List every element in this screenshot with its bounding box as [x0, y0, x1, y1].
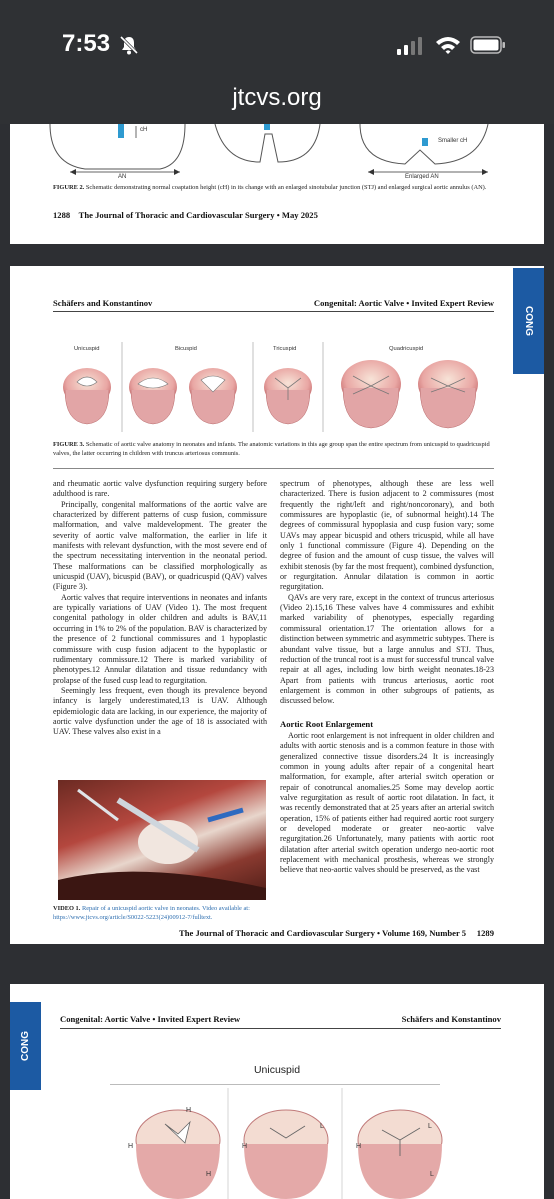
paragraph: QAVs are very rare, except in the context of truncus arteriosus (Video 2).15,16 These valves have 4 commissures and exhibit marked variability of phenotypes, especially regarding commissural orientation.17 The orientation allows for a distinction between symmetric and asymmetric subtypes. There is abundant valve tissue, but a large annulus and STJ. Thus, reduction of the truncal root is a must for successful truncal valve repair at all ages, including low birth weight neonates.18-23 Apart from patients with truncus arteriosus, aortic root enlargement is common in other subgroups of patients, as discussed below. — [280, 592, 494, 706]
video-1-thumbnail[interactable] — [58, 780, 266, 900]
figure-3-caption — [53, 440, 494, 458]
battery-icon — [470, 36, 506, 54]
section-side-tab: CONG — [513, 268, 544, 374]
figure-3-caption-label: FIGURE 3. — [53, 441, 85, 448]
figure-2-illustration — [10, 124, 544, 179]
paragraph: Seemingly less frequent, even though its prevalence beyond infancy is largely underestimated,13 is UAV. Although epidemiologic data are lacking, in our experience, the majority of aortic valve dysfunction under the age of 18 is associated with UAV. These valves also exist in a — [53, 685, 267, 737]
label-quadricuspid: Quadricuspid — [389, 346, 424, 352]
running-header-authors: Schäfers and Konstantinov — [401, 1014, 501, 1024]
running-header-section: Congenital: Aortic Valve • Invited Expert Review — [313, 298, 494, 308]
label-tricuspid: Tricuspid — [273, 346, 297, 352]
video-1-caption-label: VIDEO 1. — [53, 905, 81, 912]
tricuspid-valve — [264, 368, 312, 424]
bell-slash-icon — [118, 34, 140, 56]
valve-label: L — [428, 1123, 432, 1130]
figure-3-caption-text: Schematic of aortic valve anatomy in neonates and infants. The anatomic variations in this age group span the entire spectrum from unicuspid to quadricuspid valves, the latter occurring in children with truncus arteriosus communis. — [53, 441, 490, 457]
left-column-text — [53, 479, 267, 738]
header-rule — [60, 1028, 501, 1029]
paragraph: and rheumatic aortic valve dysfunction requiring surgery before adulthood is rare. — [53, 479, 267, 499]
figure-4-illustration — [110, 1088, 450, 1199]
section-side-tab: CONG — [10, 1002, 41, 1090]
figure-rule — [53, 468, 494, 469]
unicuspid-valve-1 — [136, 1110, 220, 1199]
label-unicuspid: Unicuspid — [74, 346, 100, 352]
page-1289-footer: The Journal of Thoracic and Cardiovascular Surgery • Volume 169, Number 5 1289 — [178, 928, 494, 938]
label-ch: cH — [140, 127, 148, 133]
address-bar-url[interactable]: jtcvs.org — [232, 84, 322, 111]
page-1288-footer: 1288 The Journal of Thoracic and Cardiovascular Surgery • May 2025 — [53, 210, 318, 220]
figure-2-caption-label: FIGURE 2. — [53, 184, 85, 191]
label-bicuspid: Bicuspid — [175, 346, 197, 352]
wifi-icon — [435, 35, 461, 55]
pdf-page-1289 — [10, 266, 544, 944]
quadricuspid-valves — [341, 360, 478, 428]
valve-label: L — [430, 1171, 434, 1178]
header-rule — [53, 311, 494, 312]
right-column-text — [280, 479, 494, 876]
running-header-authors: Schäfers and Konstantinov — [53, 298, 153, 308]
browser-top-bar — [0, 0, 554, 124]
label-an: AN — [118, 174, 127, 179]
status-time: 7:53 — [62, 30, 111, 57]
video-1-caption-text[interactable]: Repair of a unicuspid aortic valve in neonates. Video available at: https://www.jtcvs.org/article/S0022-5223(24)00912-7/fulltext. — [53, 905, 250, 921]
valve-label: H — [206, 1171, 212, 1178]
figure-3-illustration — [53, 342, 494, 442]
pdf-page-1290 — [10, 984, 544, 1199]
figure-2-caption-text: Schematic demonstrating normal coaptation height (cH) in its change with an enlarged sinotubular junction (STJ) and enlarged surgical aortic annulus (AN). — [85, 184, 487, 191]
running-header-section: Congenital: Aortic Valve • Invited Expert Review — [60, 1014, 241, 1024]
paragraph: Aortic root enlargement is not infrequent in older children and adults with aortic stenosis and is a common feature in those with generalized connective tissue disorders.24 It is increasingly common in young adults after repair of a congenital heart malformation, for example, after arterial switch operation or repair of conotruncal anomalies.25 Some may develop aortic valve regurgitation as result of aortic root dilatation. In fact, it was recently demonstrated that at 25 years after an arterial switch operation, 15% of patients either had required aortic root surgery or developed moderate or greater neo-aortic valve regurgitation.26 Unfortunately, many patients with aortic root dilatation after arterial switch operation undergo neo-aortic root replacement with mechanical prosthesis, whereas we strongly believe that neo-aortic valves should be preserved, as the vast — [280, 730, 494, 875]
valve-label: H — [128, 1143, 134, 1150]
pdf-page-1288 — [10, 124, 544, 244]
label-smaller-ch: Smaller cH — [438, 138, 468, 144]
figure-title-rule — [110, 1084, 440, 1085]
bicuspid-valves — [129, 368, 237, 424]
paragraph: Aortic valves that require interventions in neonates and infants are typically variations of UAV (Video 1). The most frequent congenital pathology in older children and adults is BAV,11 occurring in 1% to 2% of the population. BAV is characterized by the presence of 2 functional commissures and 1 hypoplastic commissure with cusp fusion adjacent to the hypoplastic or rudimentary commissure.12 There is marked variability of phenotypes.12 Annular dilatation and tissue redundancy with prolapse of the fused cusp lead to regurgitation. — [53, 592, 267, 685]
paragraph: Principally, congenital malformations of the aortic valve are characterized by different patterns of cusp fusion, commissure malformation, and valve maldevelopment. The greater the severity of aortic valve malformation, the earlier in life it manifests with relevant dysfunction, with the most severe end of the spectrum necessitating intervention in the neonatal period. These malformations can be classified morphologically as unicuspid (UAV), bicuspid (BAV), or quadricuspid (QAV) valves (Figure 3). — [53, 499, 267, 592]
valve-label: H — [242, 1143, 248, 1150]
figure-4-title: Unicuspid — [253, 1064, 301, 1076]
cellular-signal-icon — [397, 37, 423, 55]
unicuspid-valve — [63, 368, 111, 424]
surgical-scene-illustration — [58, 780, 266, 900]
section-heading: Aortic Root Enlargement — [280, 718, 374, 729]
paragraph: spectrum of phenotypes, although these are less well characterized. There is fusion adjacent to 2 commissures (most frequently the right/left and right/noncoronary), and both commissures are hypoplastic (ie, of subnormal height).14 The degrees of commissural hypoplasia and cusp fusion vary; some UAVs may appear bicuspid and others tricuspid, while all have only 1 functional commissure (Figure 4). Depending on the degree of fusion and the amount of cusp tissue, the valves will exhibit stenosis (by far the most frequent), combined dysfunction, or regurgitation. Annular dilatation is common in aortic regurgitation. — [280, 479, 494, 592]
valve-label: H — [356, 1143, 362, 1150]
label-enlarged-an: Enlarged AN — [405, 174, 439, 179]
figure-2-caption — [53, 183, 503, 192]
valve-label: H — [186, 1107, 192, 1114]
valve-label: L — [320, 1123, 324, 1130]
video-1-caption — [53, 904, 267, 922]
unicuspid-valve-2 — [244, 1110, 328, 1199]
